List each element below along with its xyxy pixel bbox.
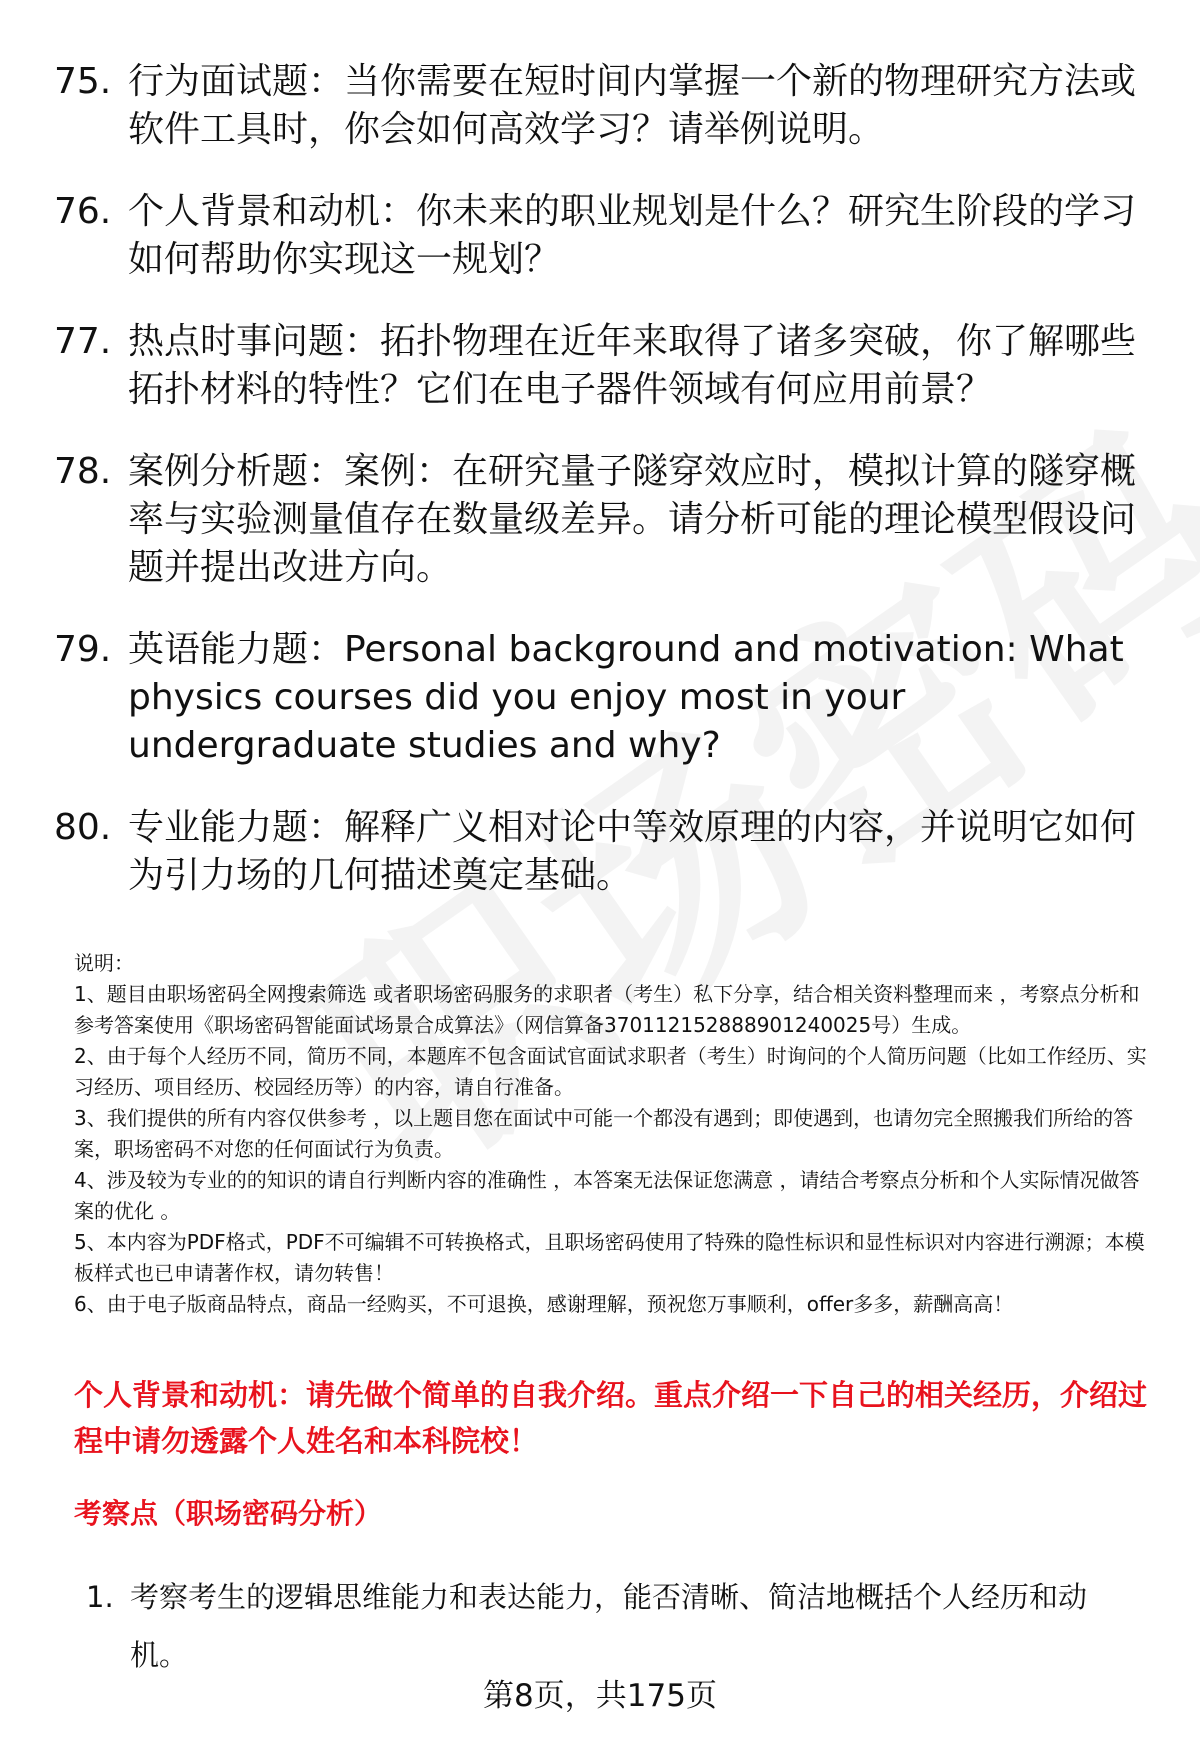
question-text: 英语能力题：Personal background and motivation: What physics courses did you enjoy most in your undergraduate studies and why? [128, 629, 1124, 766]
question-number: 80. [54, 807, 112, 848]
analysis-heading: 考察点（职场密码分析） [74, 1497, 383, 1530]
question-list [54, 58, 1144, 934]
question-item [54, 448, 1144, 592]
question-text: 专业能力题：解释广义相对论中等效原理的内容，并说明它如何为引力场的几何描述奠定基础。 [128, 807, 1137, 896]
question-text: 案例分析题：案例：在研究量子隧穿效应时，模拟计算的隧穿概率与实验测量值存在数量级差异。请分析可能的理论模型假设问题并提出改进方向。 [128, 451, 1137, 588]
question-item [54, 626, 1144, 770]
note-item: 4、涉及较为专业的的知识的请自行判断内容的准确性 ，本答案无法保证您满意 ，请结合考察点分析和个人实际情况做答案的优化 。 [74, 1168, 1140, 1223]
note-item: 2、由于每个人经历不同，简历不同，本题库不包含面试官面试求职者（考生）时询问的个人简历问题（比如工作经历、实习经历、项目经历、校园经历等）的内容，请自行准备。 [74, 1044, 1147, 1099]
question-text: 热点时事问题：拓扑物理在近年来取得了诸多突破，你了解哪些拓扑材料的特性？它们在电子器件领域有何应用前景？ [128, 321, 1137, 410]
note-item: 3、我们提供的所有内容仅供参考 ，以上题目您在面试中可能一个都没有遇到；即使遇到，也请勿完全照搬我们所给的答案，职场密码不对您的任何面试行为负责。 [74, 1106, 1134, 1161]
question-number: 78. [54, 451, 112, 492]
question-item [54, 804, 1144, 900]
question-number: 77. [54, 321, 112, 362]
question-number: 76. [54, 191, 112, 232]
analysis-number: 1. [86, 1580, 114, 1614]
question-number: 75. [54, 61, 112, 102]
question-item [54, 188, 1144, 284]
note-item: 5、本内容为PDF格式，PDF不可编辑不可转换格式，且职场密码使用了特殊的隐性标识和显性标识对内容进行溯源；本模板样式也已申请著作权，请勿转售！ [74, 1230, 1145, 1285]
question-text: 行为面试题：当你需要在短时间内掌握一个新的物理研究方法或软件工具时，你会如何高效学习？请举例说明。 [128, 61, 1137, 150]
question-item [54, 58, 1144, 154]
analysis-text: 考察考生的逻辑思维能力和表达能力，能否清晰、简洁地概括个人经历和动机。 [130, 1580, 1088, 1672]
notes-section [74, 948, 1154, 1320]
question-item [54, 318, 1144, 414]
note-item: 6、由于电子版商品特点，商品一经购买，不可退换，感谢理解，预祝您万事顺利，offer多多，薪酬高高！ [74, 1292, 1014, 1316]
featured-question: 个人背景和动机：请先做个简单的自我介绍。重点介绍一下自己的相关经历，介绍过程中请勿透露个人姓名和本科院校！ [74, 1378, 1148, 1458]
question-number: 79. [54, 629, 112, 670]
page-footer: 第8页，共175页 [483, 1678, 717, 1714]
analysis-item [86, 1568, 1126, 1684]
question-text: 个人背景和动机：你未来的职业规划是什么？研究生阶段的学习如何帮助你实现这一规划？ [128, 191, 1137, 280]
notes-title: 说明： [74, 951, 134, 975]
note-item: 1、题目由职场密码全网搜索筛选 或者职场密码服务的求职者（考生）私下分享，结合相关资料整理而来 ，考察点分析和参考答案使用《职场密码智能面试场景合成算法》（网信算备370112152888901240025号）生成。 [74, 982, 1140, 1037]
